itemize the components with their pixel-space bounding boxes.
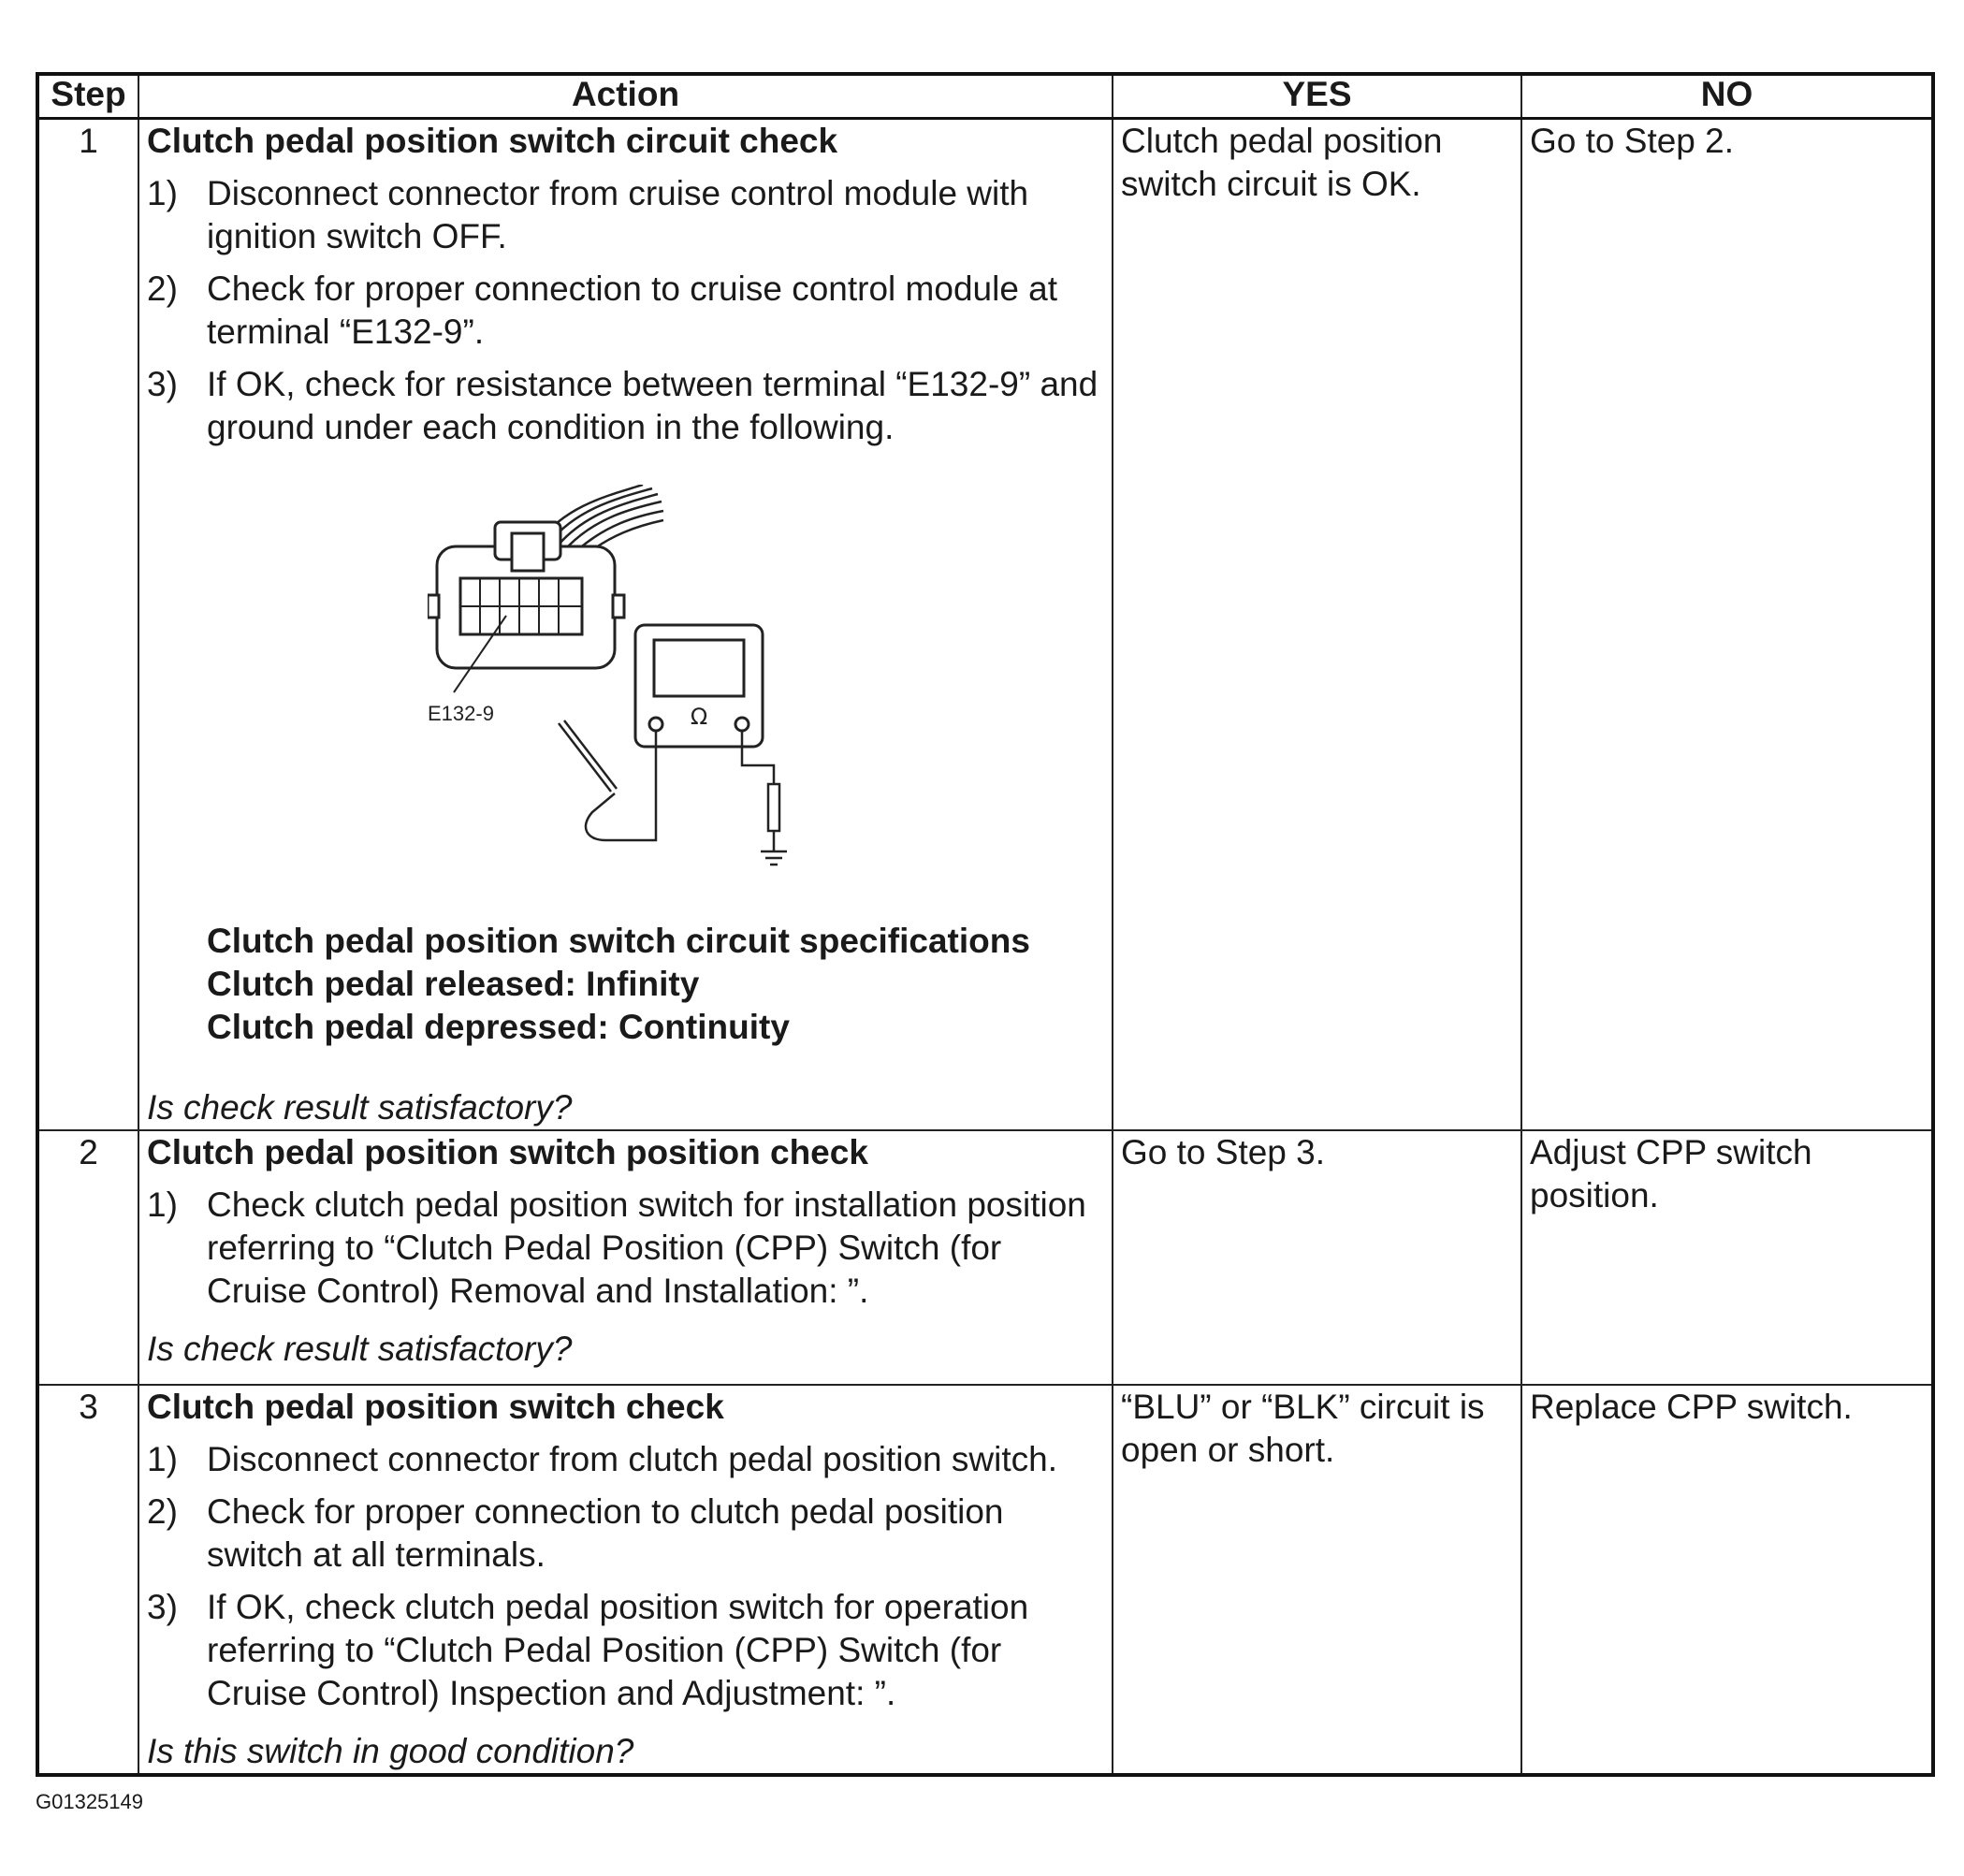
substep-number: 2)	[147, 1492, 178, 1531]
substep-text: Check for proper connection to cruise control module at terminal “E132-9”.	[207, 269, 1058, 351]
substep-text: Check clutch pedal position switch for installation position referring to “Clutch Pedal Position (CPP) Switch (for Cruise Control) Removal and Installation: ”.	[207, 1185, 1086, 1310]
list-item	[147, 172, 1104, 258]
substep-text: If OK, check clutch pedal position switch for operation referring to “Clutch Pedal Position (CPP) Switch (for Cruise Control) Inspection and Adjustment: ”.	[207, 1588, 1029, 1712]
diagnostic-table	[36, 72, 1935, 1777]
header-step: Step	[37, 74, 138, 119]
list-item	[147, 1184, 1104, 1313]
substep-number: 3)	[147, 1588, 178, 1626]
substep-list	[147, 1184, 1104, 1313]
header-yes: YES	[1113, 74, 1521, 119]
step-number: 2	[37, 1130, 138, 1385]
check-question: Is check result satisfactory?	[147, 1330, 573, 1368]
step-number: 3	[37, 1385, 138, 1775]
substep-number: 1)	[147, 174, 178, 212]
substep-text: Disconnect connector from clutch pedal position switch.	[207, 1440, 1057, 1478]
table-row-step-1	[37, 119, 1933, 1131]
substep-list	[147, 1438, 1104, 1715]
header-no: NO	[1521, 74, 1933, 119]
list-item	[147, 363, 1104, 449]
step-number: 1	[37, 119, 138, 1131]
substep-text: Disconnect connector from cruise control module with ignition switch OFF.	[207, 174, 1029, 255]
action-cell	[138, 119, 1113, 1131]
header-action: Action	[138, 74, 1113, 119]
table-row-step-2	[37, 1130, 1933, 1385]
yes-cell: Go to Step 3.	[1113, 1130, 1521, 1385]
step-title: Clutch pedal position switch position check	[147, 1133, 868, 1171]
no-cell: Adjust CPP switch position.	[1521, 1130, 1933, 1385]
list-item	[147, 268, 1104, 354]
substep-number: 2)	[147, 269, 178, 308]
spec-line: Clutch pedal depressed: Continuity	[207, 1008, 790, 1046]
check-question: Is this switch in good condition?	[147, 1732, 634, 1770]
action-cell	[138, 1385, 1113, 1775]
list-item	[147, 1491, 1104, 1577]
connector-icon	[428, 522, 624, 668]
yes-cell: “BLU” or “BLK” circuit is open or short.	[1113, 1385, 1521, 1775]
substep-text: Check for proper connection to clutch pedal position switch at all terminals.	[207, 1492, 1004, 1574]
spec-line: Clutch pedal released: Infinity	[207, 965, 700, 1003]
no-cell: Go to Step 2.	[1521, 119, 1933, 1131]
list-item	[147, 1438, 1104, 1481]
spec-line: Clutch pedal position switch circuit specifications	[207, 922, 1030, 960]
figure-code: G01325149	[36, 1790, 143, 1813]
spec-block	[207, 920, 1104, 1049]
action-cell	[138, 1130, 1113, 1385]
step-title: Clutch pedal position switch check	[147, 1388, 724, 1426]
check-question: Is check result satisfactory?	[147, 1088, 573, 1127]
step-title: Clutch pedal position switch circuit check	[147, 122, 838, 160]
substep-text: If OK, check for resistance between terminal “E132-9” and ground under each condition in the following.	[207, 365, 1098, 446]
connector-ohmmeter-illustration	[428, 485, 821, 878]
table-row-step-3	[37, 1385, 1933, 1775]
substep-list	[147, 172, 1104, 449]
substep-number: 3)	[147, 365, 178, 403]
terminal-label: E132-9	[428, 702, 494, 725]
no-cell: Replace CPP switch.	[1521, 1385, 1933, 1775]
yes-cell: Clutch pedal position switch circuit is OK.	[1113, 119, 1521, 1131]
header-row	[37, 74, 1933, 119]
substep-number: 1)	[147, 1185, 178, 1224]
list-item	[147, 1586, 1104, 1715]
substep-number: 1)	[147, 1440, 178, 1478]
ohm-symbol: Ω	[690, 704, 708, 730]
